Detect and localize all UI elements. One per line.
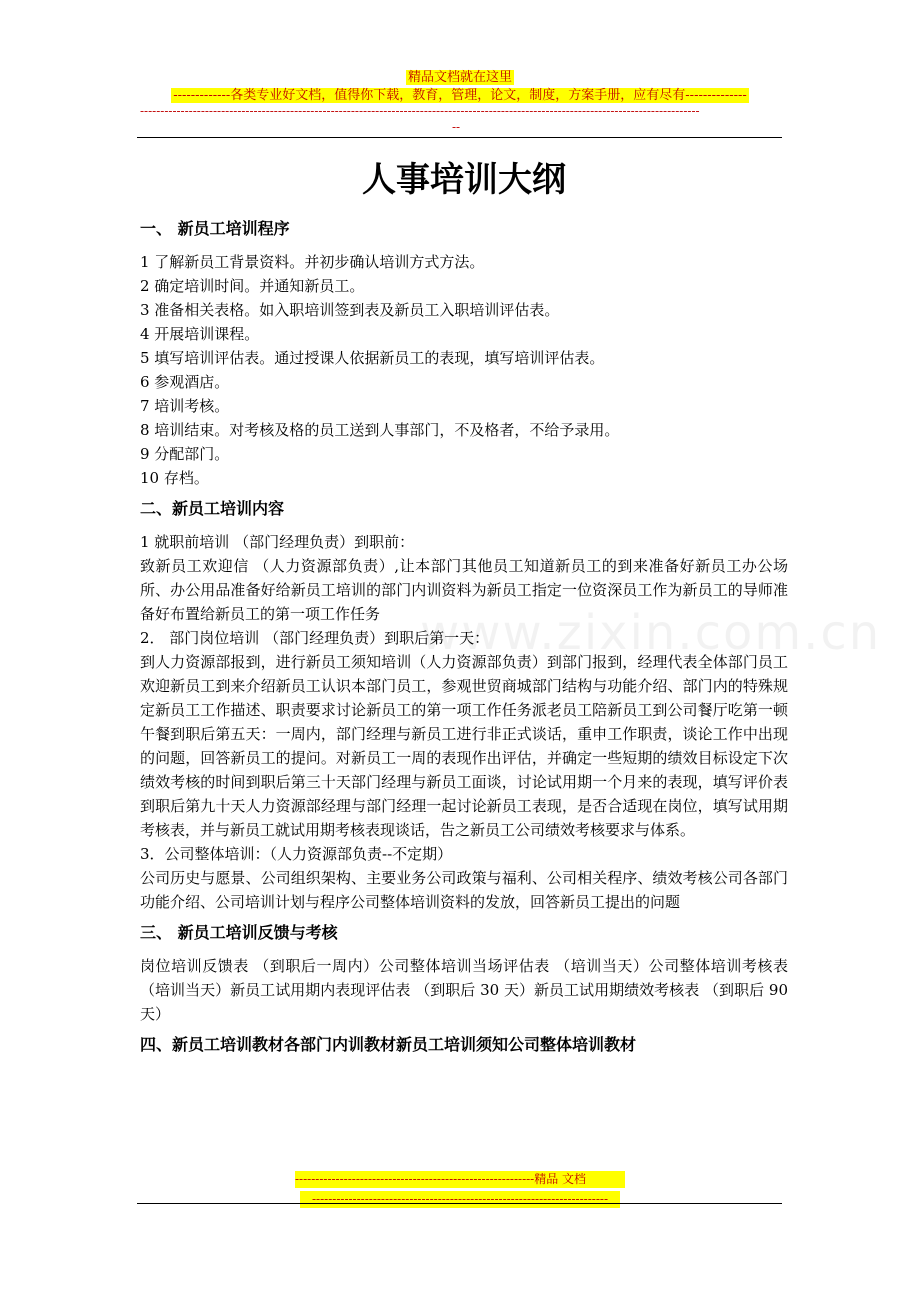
header-dash-line: ------------------------------------------------------------------------------------------------------------------------------------------	[140, 104, 700, 118]
list-item: 7 培训考核。	[140, 397, 230, 415]
section-heading-3: 三、 新员工培训反馈与考核	[140, 923, 338, 942]
header-rule	[137, 137, 782, 138]
section-3-body: 岗位培训反馈表 （到职后一周内）公司整体培训当场评估表 （培训当天）公司整体培训考核表 （培训当天）新员工试用期内表现评估表 （到职后 30 天）新员工试用期绩效考核表 （到职后 90 天）	[140, 957, 788, 1023]
footer-rule	[137, 1203, 782, 1204]
list-item: 9 分配部门。	[140, 445, 230, 463]
subsection-body-3: 公司历史与愿景、公司组织架构、主要业务公司政策与福利、公司相关程序、绩效考核公司各部门功能介绍、公司培训计划与程序公司整体培训资料的发放，回答新员工提出的问题	[140, 869, 788, 911]
list-item: 4 开展培训课程。	[140, 325, 260, 343]
list-item: 5 填写培训评估表。通过授课人依据新员工的表现，填写培训评估表。	[140, 349, 605, 367]
header-promo-text: -------------各类专业好文档，值得你下载，教育，管理，论文，制度，方案手册，应有尽有--------------	[173, 88, 747, 103]
subsection-title-1: 1 就职前培训 （部门经理负责）到职前：	[140, 533, 415, 551]
section-1-list	[140, 250, 788, 490]
list-item: 2 确定培训时间。并通知新员工。	[140, 277, 365, 295]
document-title: 人事培训大纲	[362, 160, 566, 200]
section-heading-4: 四、新员工培训教材各部门内训教材新员工培训须知公司整体培训教材	[140, 1035, 637, 1054]
list-item: 8 培训结束。对考核及格的员工送到人事部门，不及格者，不给予录用。	[140, 421, 620, 439]
footer-line-2: -------------------------------------------------------------------------	[300, 1191, 620, 1208]
section-heading-2: 二、新员工培训内容	[140, 499, 285, 518]
subsection-body-1: 致新员工欢迎信 （人力资源部负责）,让本部门其他员工知道新员工的到来准备好新员工办公场所、办公用品准备好给新员工培训的部门内训资料为新员工指定一位资深员工作为新员工的导师准备好布置给新员工的第一项工作任务	[140, 557, 788, 623]
document-body	[140, 150, 788, 1066]
subsection-body-2: 到人力资源部报到，进行新员工须知培训（人力资源部负责）到部门报到，经理代表全体部门员工欢迎新员工到来介绍新员工认识本部门员工，参观世贸商城部门结构与功能介绍、部门内的特殊规定新员工工作描述、职责要求讨论新员工的第一项工作任务派老员工陪新员工到公司餐厅吃第一顿午餐到职后第五天：一周内，部门经理与新员工进行非正式谈话，重申工作职责，谈论工作中出现的问题，回答新员工的提问。对新员工一周的表现作出评估，并确定一些短期的绩效目标设定下次绩效考核的时间到职后第三十天部门经理与新员工面谈，讨论试用期一个月来的表现，填写评价表到职后第九十天人力资源部经理与部门经理一起讨论新员工表现，是否合适现在岗位，填写试用期考核表，并与新员工就试用期考核表现谈话，告之新员工公司绩效考核要求与体系。	[140, 653, 788, 839]
header-promo	[0, 84, 920, 104]
list-item: 10 存档。	[140, 469, 209, 487]
watermark: www.zixin.com.cn	[420, 605, 882, 661]
subsection-title-3: 3．公司整体培训：（人力资源部负责--不定期）	[140, 845, 453, 863]
header-tagline-text: 精品文档就在这里	[407, 70, 512, 85]
header-tagline	[0, 66, 920, 86]
list-item: 3 准备相关表格。如入职培训签到表及新员工入职培训评估表。	[140, 301, 560, 319]
page-footer	[0, 1168, 920, 1208]
subsection-title-2: 2． 部门岗位培训 （部门经理负责）到职后第一天：	[140, 629, 490, 647]
header-dash-tail: --	[452, 120, 461, 134]
section-heading-1: 一、 新员工培训程序	[140, 219, 290, 238]
list-item: 1 了解新员工背景资料。并初步确认培训方式方法。	[140, 253, 485, 271]
list-item: 6 参观酒店。	[140, 373, 230, 391]
footer-line-1: -----------------------------------------------------------精品 文档	[295, 1171, 625, 1188]
